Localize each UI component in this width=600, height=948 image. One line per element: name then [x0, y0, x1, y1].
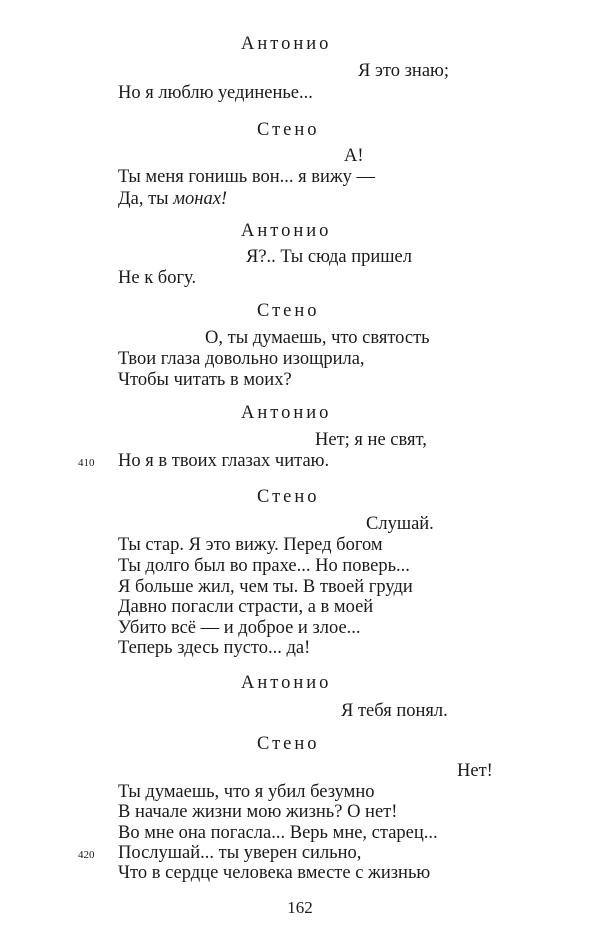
verse-line: Твои глаза довольно изощрила,	[118, 349, 365, 369]
verse-line: О, ты думаешь, что святость	[205, 328, 430, 348]
speaker-heading-steno: Стено	[257, 120, 320, 140]
verse-line: Я тебя понял.	[341, 701, 448, 721]
line-number: 410	[78, 457, 95, 469]
verse-line: Слушай.	[366, 514, 434, 534]
verse-text-italic: монах!	[173, 189, 228, 209]
speaker-heading-steno: Стено	[257, 734, 320, 754]
speaker-heading-antonio: Антонио	[241, 34, 332, 54]
verse-line: Давно погасли страсти, а в моей	[118, 597, 374, 617]
verse-line: Нет; я не свят,	[315, 430, 427, 450]
verse-text: Да, ты	[118, 189, 174, 209]
verse-line: Нет!	[457, 761, 493, 781]
speaker-heading-steno: Стено	[257, 301, 320, 321]
verse-line: Но я люблю уединенье...	[118, 83, 313, 103]
verse-line: Ты меня гонишь вон... я вижу —	[118, 167, 376, 187]
verse-line: Ты стар. Я это вижу. Перед богом	[118, 535, 383, 555]
verse-line: Что в сердце человека вместе с жизнью	[118, 863, 431, 883]
verse-line: Во мне она погасла... Верь мне, старец...	[118, 823, 438, 843]
speaker-heading-antonio: Антонио	[241, 403, 332, 423]
page-number: 162	[287, 898, 313, 917]
speaker-heading-antonio: Антонио	[241, 673, 332, 693]
verse-line: Убито всё — и доброе и злое...	[118, 618, 361, 638]
verse-line: Я это знаю;	[358, 61, 450, 81]
verse-line: Я больше жил, чем ты. В твоей груди	[118, 577, 413, 597]
verse-line: Я?.. Ты сюда пришел	[246, 247, 412, 267]
verse-line: Послушай... ты уверен сильно,	[118, 843, 362, 863]
speaker-heading-antonio: Антонио	[241, 221, 332, 241]
speaker-heading-steno: Стено	[257, 487, 320, 507]
line-number: 420	[78, 849, 95, 861]
verse-line: А!	[344, 146, 364, 166]
verse-line: Чтобы читать в моих?	[118, 370, 292, 390]
verse-line: Теперь здесь пусто... да!	[118, 638, 311, 658]
verse-line: Ты думаешь, что я убил безумно	[118, 782, 375, 802]
verse-line: Ты долго был во прахе... Но поверь...	[118, 556, 410, 576]
verse-line: Но я в твоих глазах читаю.	[118, 451, 330, 471]
verse-line: В начале жизни мою жизнь? О нет!	[118, 802, 398, 822]
verse-line: Не к богу.	[118, 268, 197, 288]
verse-line	[118, 188, 227, 210]
